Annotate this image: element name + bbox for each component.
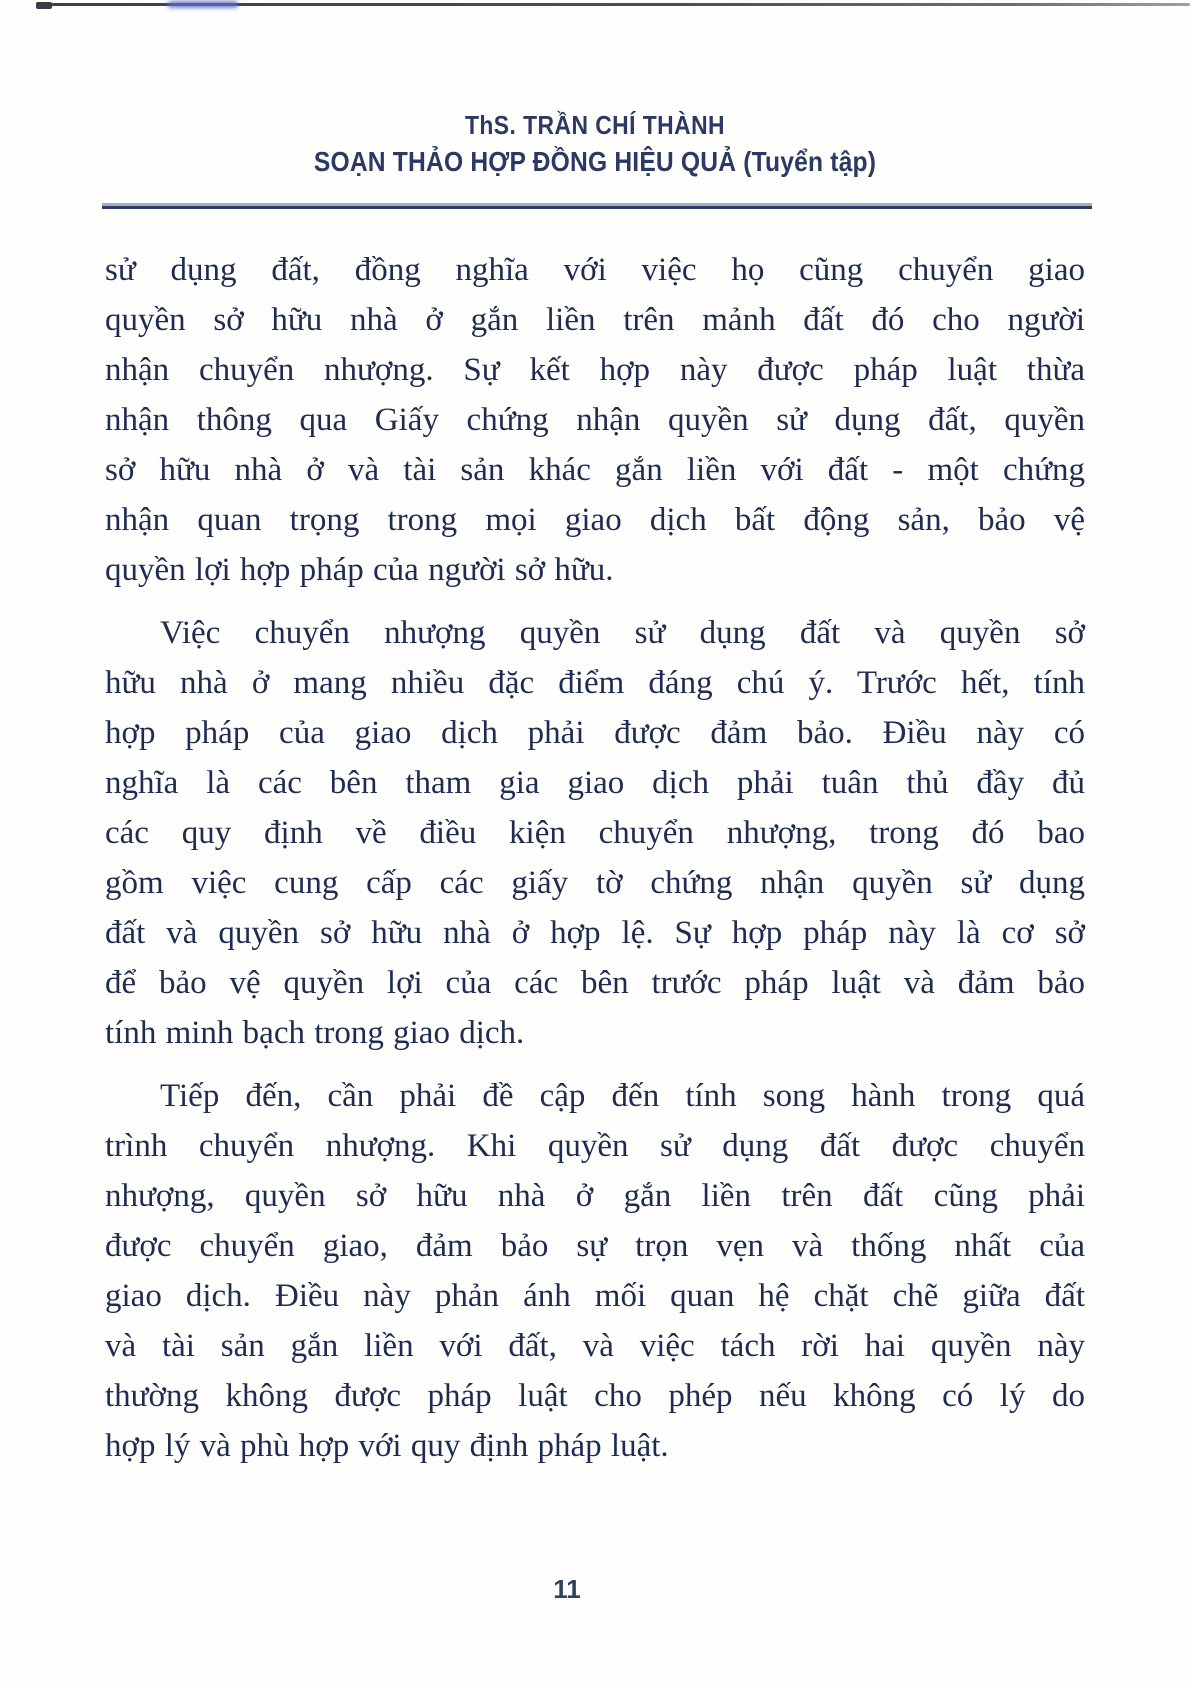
- text-line: đất và quyền sở hữu nhà ở hợp lệ. Sự hợp pháp này là cơ sở: [105, 915, 1085, 951]
- scan-artifact-cap: [36, 2, 52, 9]
- text-line: quyền lợi hợp pháp của người sở hữu.: [105, 552, 614, 588]
- text-line: hữu nhà ở mang nhiều đặc điểm đáng chú ý. Trước hết, tính: [105, 665, 1085, 701]
- text-line: nhận quan trọng trong mọi giao dịch bất động sản, bảo vệ: [105, 502, 1085, 538]
- text-line: nhượng, quyền sở hữu nhà ở gắn liền trên đất cũng phải: [105, 1178, 1085, 1214]
- text-line: và tài sản gắn liền với đất, và việc tách rời hai quyền này: [105, 1328, 1085, 1364]
- text-line: Tiếp đến, cần phải đề cập đến tính song hành trong quá: [160, 1078, 1085, 1114]
- page-number: 11: [553, 1574, 581, 1604]
- text-line: các quy định về điều kiện chuyển nhượng, trong đó bao: [105, 815, 1085, 851]
- text-line: nghĩa là các bên tham gia giao dịch phải tuân thủ đầy đủ: [105, 765, 1085, 801]
- body-text: [105, 245, 1085, 1471]
- text-line: quyền sở hữu nhà ở gắn liền trên mảnh đất đó cho người: [105, 302, 1085, 338]
- text-line: hợp pháp của giao dịch phải được đảm bảo. Điều này có: [105, 715, 1085, 751]
- header-rule: [102, 206, 1092, 209]
- paragraph: [105, 1071, 1085, 1471]
- text-line: thường không được pháp luật cho phép nếu không có lý do: [105, 1378, 1085, 1414]
- page-footer: [0, 1574, 1190, 1684]
- text-line: tính minh bạch trong giao dịch.: [105, 1015, 525, 1051]
- text-line: nhận thông qua Giấy chứng nhận quyền sử dụng đất, quyền: [105, 402, 1085, 438]
- text-line: nhận chuyển nhượng. Sự kết hợp này được pháp luật thừa: [105, 352, 1085, 388]
- scan-artifact-blue-smudge: [168, 1, 238, 8]
- header-author: ThS. TRẦN CHÍ THÀNH: [464, 110, 726, 140]
- page-header: [0, 0, 1190, 209]
- text-line: để bảo vệ quyền lợi của các bên trước pháp luật và đảm bảo: [105, 965, 1085, 1001]
- text-line: được chuyển giao, đảm bảo sự trọn vẹn và thống nhất của: [105, 1228, 1085, 1264]
- header-book-title: SOẠN THẢO HỢP ĐỒNG HIỆU QUẢ (Tuyển tập): [313, 146, 877, 177]
- paragraph: [105, 608, 1085, 1058]
- text-line: Việc chuyển nhượng quyền sử dụng đất và quyền sở: [160, 615, 1085, 651]
- text-line: gồm việc cung cấp các giấy tờ chứng nhận quyền sử dụng: [105, 865, 1085, 901]
- text-line: hợp lý và phù hợp với quy định pháp luật.: [105, 1428, 669, 1464]
- text-line: giao dịch. Điều này phản ánh mối quan hệ chặt chẽ giữa đất: [105, 1278, 1085, 1314]
- text-line: sở hữu nhà ở và tài sản khác gắn liền với đất - một chứng: [105, 452, 1085, 488]
- text-line: sử dụng đất, đồng nghĩa với việc họ cũng chuyển giao: [105, 252, 1085, 288]
- paragraph: [105, 245, 1085, 595]
- text-line: trình chuyển nhượng. Khi quyền sử dụng đất được chuyển: [105, 1128, 1085, 1164]
